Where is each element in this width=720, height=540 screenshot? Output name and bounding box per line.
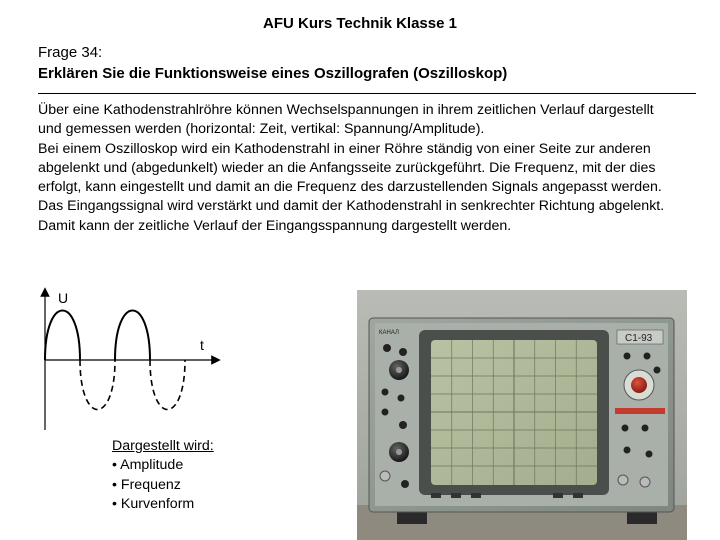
bottom-switch <box>451 493 461 498</box>
list-item: • Frequenz <box>112 476 181 493</box>
y-axis-label: U <box>58 290 69 306</box>
sine-positive-half <box>115 311 150 361</box>
small-knob <box>644 353 651 360</box>
small-knob <box>399 348 407 356</box>
page-title: AFU Kurs Technik Klasse 1 <box>263 15 457 32</box>
bottom-switch <box>553 493 563 498</box>
question-number: Frage 34: <box>38 44 103 61</box>
sine-positive-half <box>45 311 80 361</box>
large-knob-center <box>396 449 402 455</box>
summary-heading: Dargestellt wird: <box>112 438 214 454</box>
small-knob <box>382 389 389 396</box>
small-knob <box>624 353 631 360</box>
x-axis-label: t <box>200 337 204 353</box>
device-foot <box>397 512 427 524</box>
small-knob <box>401 480 409 488</box>
bottom-switch <box>573 493 583 498</box>
small-knob <box>646 451 653 458</box>
answer-text <box>38 101 678 236</box>
control-strip <box>615 408 665 414</box>
sine-wave-diagram <box>38 286 228 434</box>
timebase-knob <box>631 377 647 393</box>
bnc-connector <box>618 475 628 485</box>
small-knob <box>654 367 661 374</box>
large-knob-center <box>396 367 402 373</box>
small-knob <box>624 447 631 454</box>
small-knob <box>622 425 629 432</box>
sine-negative-half <box>150 360 185 410</box>
sine-negative-half <box>80 360 115 410</box>
answer-paragraph: Bei einem Oszilloskop wird ein Kathodenstrahl in einer Röhre ständig von einer Seite zur anderen abgelenkt und (abgedunkelt) wieder an die Anfangsseite zurückgeführt. Die Frequenz, mit der dies erfolgt, kann eingestellt und damit an die Frequenz des darzustellenden Signals angepasst werden. <box>38 140 662 196</box>
channel-label: КАНАЛ <box>379 330 399 336</box>
device-foot <box>627 512 657 524</box>
list-item: • Kurvenform <box>112 495 195 512</box>
small-knob <box>398 395 405 402</box>
bottom-switch <box>431 493 441 498</box>
bnc-connector <box>380 471 390 481</box>
brand-label: С1-93 <box>625 333 653 344</box>
answer-paragraph: Das Eingangssignal wird verstärkt und damit der Kathodenstrahl in senkrechter Richtung abgelenkt. <box>38 198 665 215</box>
answer-paragraph: Über eine Kathodenstrahlröhre können Wechselspannungen in ihrem zeitlichen Verlauf dargestellt und gemessen werden (horizontal: Zeit, vertikal: Spannung/Amplitude). <box>38 102 654 138</box>
oscilloscope-photo <box>357 290 687 540</box>
bnc-connector <box>640 477 650 487</box>
summary-list <box>112 456 214 514</box>
small-knob <box>383 344 391 352</box>
question-text: Erklären Sie die Funktionsweise eines Oszillografen (Oszilloskop) <box>38 65 508 82</box>
small-knob <box>642 425 649 432</box>
answer-paragraph: Damit kann der zeitliche Verlauf der Eingangsspannung dargestellt werden. <box>38 217 512 234</box>
small-knob <box>382 409 389 416</box>
small-knob <box>399 421 407 429</box>
bottom-switch <box>471 493 481 498</box>
list-item: • Amplitude <box>112 457 184 474</box>
summary-box <box>112 437 214 514</box>
divider <box>38 93 696 94</box>
